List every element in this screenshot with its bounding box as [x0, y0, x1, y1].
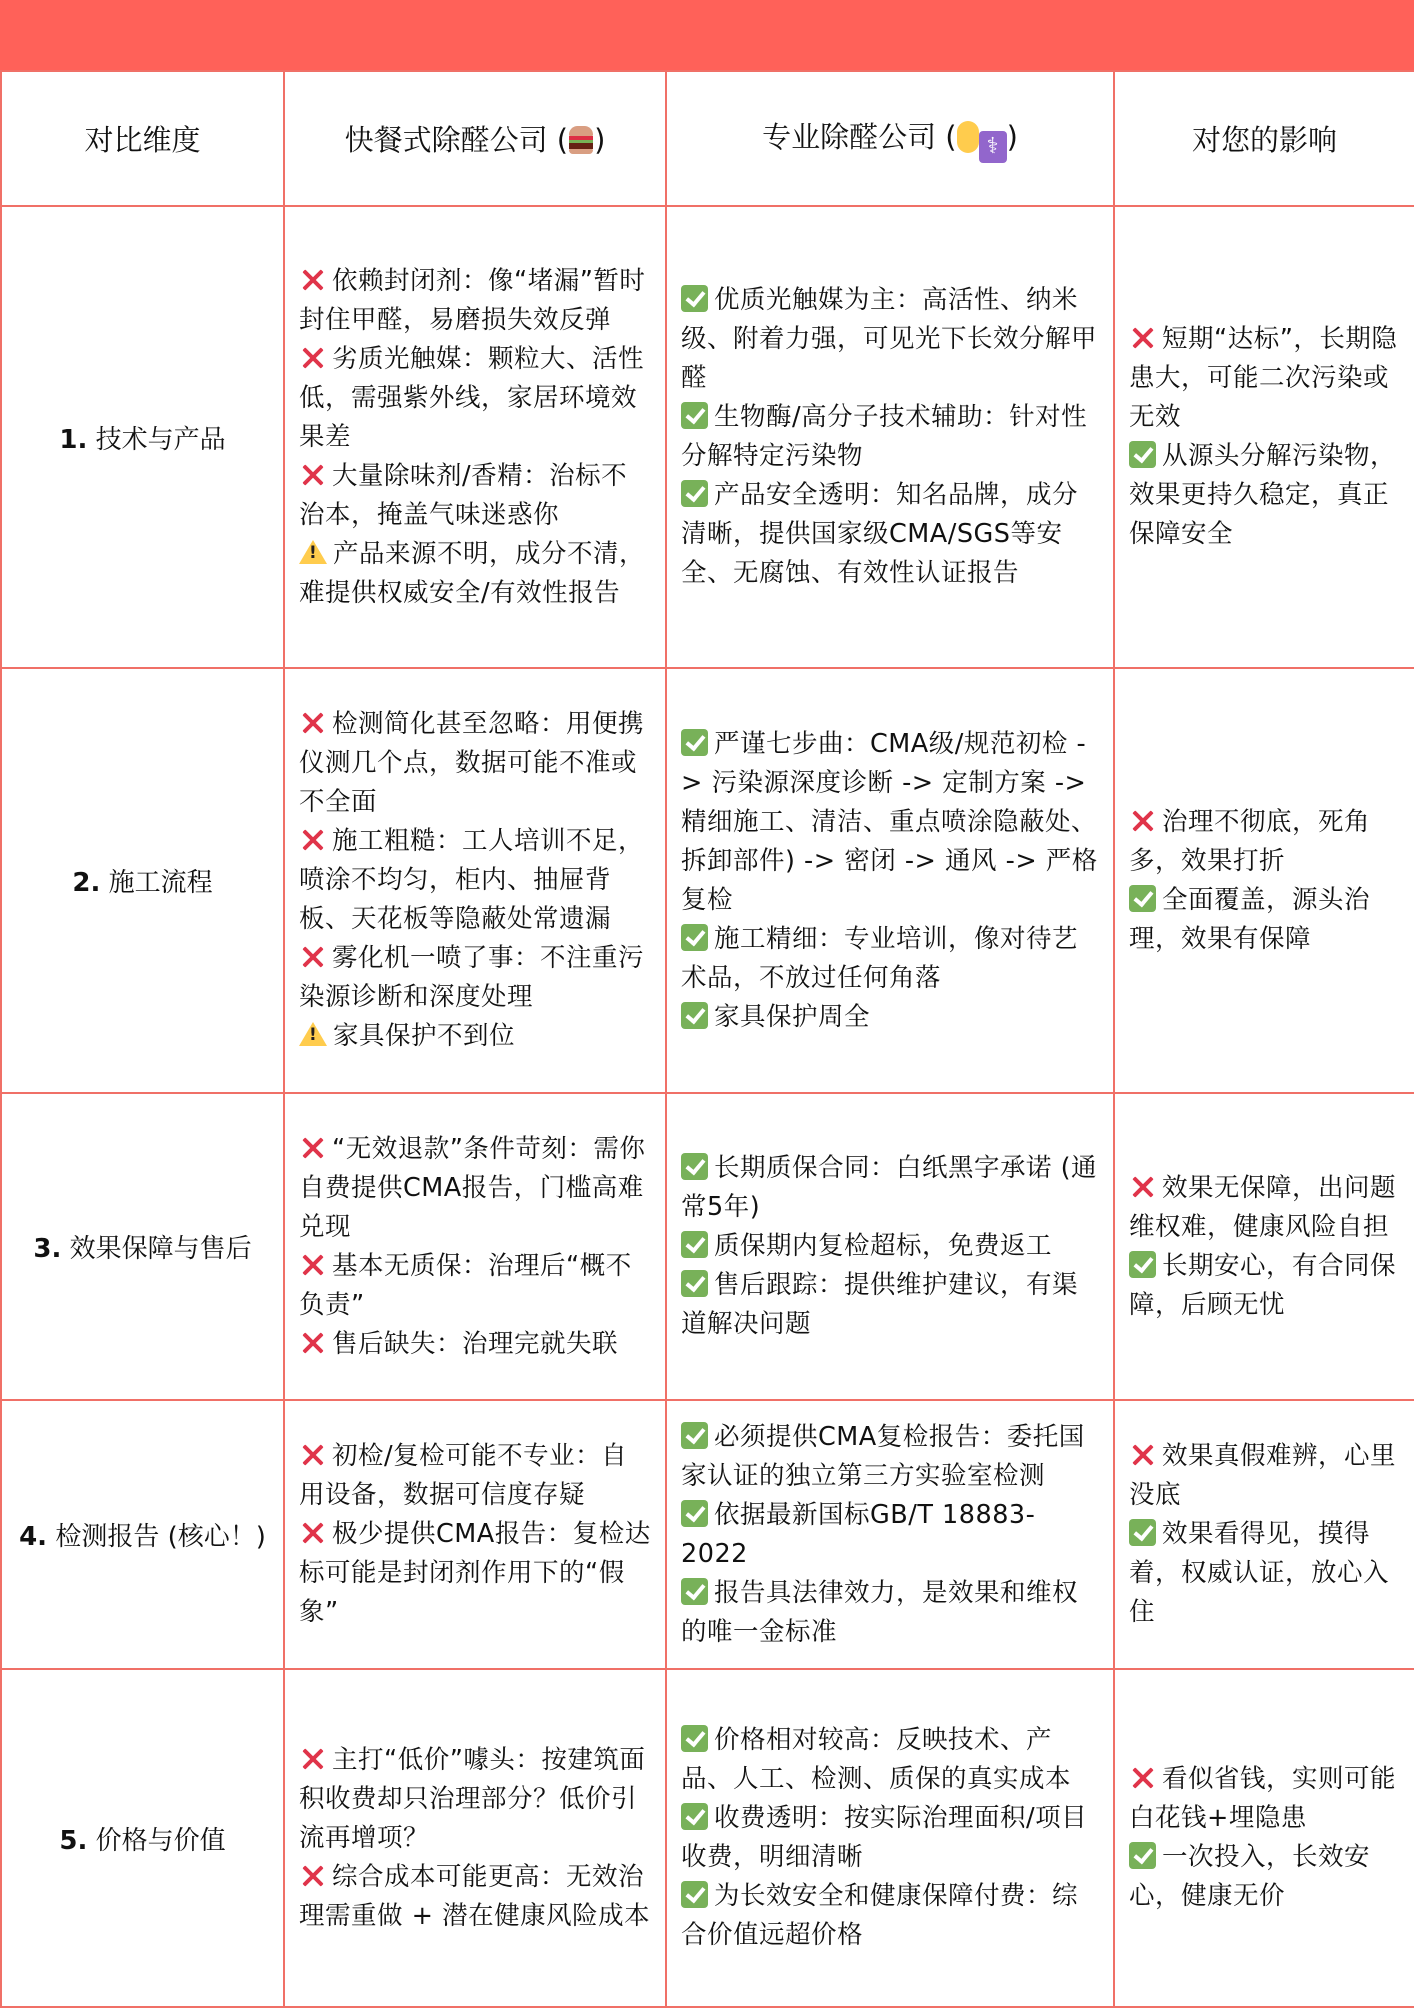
list-item [1129, 1515, 1400, 1632]
health-worker-icon [957, 121, 979, 153]
item-text: 全面覆盖，源头治理，效果有保障 [1129, 884, 1371, 954]
dimension-cell [1, 668, 284, 1093]
list-item [681, 1266, 1099, 1344]
item-text: 劣质光触媒：颗粒大、活性低，需强紫外线，家居环境效果差 [299, 343, 645, 452]
header-fastfood-company: 快餐式除醛公司 ( ) [284, 71, 666, 206]
list-item [299, 1325, 651, 1364]
header-dimension: 对比维度 [1, 71, 284, 206]
item-text: 依赖封闭剂：像“堵漏”暂时封住甲醛，易磨损失效反弹 [299, 265, 646, 335]
list-item [1129, 1760, 1400, 1838]
professional-cell [666, 206, 1114, 668]
check-mark-icon [681, 729, 708, 756]
cross-mark-icon [299, 461, 326, 488]
table-row [1, 206, 1414, 668]
check-mark-icon [681, 1500, 708, 1527]
list-item [681, 725, 1099, 920]
item-text: 优质光触媒为主：高活性、纳米级、附着力强，可见光下长效分解甲醛 [681, 285, 1098, 393]
check-mark-icon [681, 480, 708, 507]
comparison-table [0, 70, 1414, 2008]
item-text: 价格相对较高：反映技术、产品、人工、检测、质保的真实成本 [681, 1725, 1072, 1794]
check-mark-icon [681, 402, 708, 429]
check-mark-icon [681, 285, 708, 312]
item-text: 效果看得见，摸得着，权威认证，放心入住 [1129, 1519, 1390, 1627]
list-item [299, 1247, 651, 1325]
item-text: 治理不彻底，死角多，效果打折 [1129, 806, 1371, 876]
table-row [1, 1669, 1414, 2007]
header-professional-company: 专业除醛公司 ( ⚕ ) [666, 71, 1114, 206]
list-item [299, 262, 651, 340]
list-item [1129, 1247, 1400, 1325]
cross-mark-icon [299, 1745, 326, 1772]
cross-mark-icon [1129, 1173, 1156, 1200]
check-mark-icon [681, 1270, 708, 1297]
cross-mark-icon [299, 1251, 326, 1278]
fastfood-cell [284, 1400, 666, 1669]
professional-cell [666, 1669, 1114, 2007]
item-text: “无效退款”条件苛刻：需你自费提供CMA报告，门槛高难兑现 [299, 1133, 646, 1242]
item-text: 售后跟踪：提供维护建议，有渠道解决问题 [681, 1270, 1079, 1339]
fastfood-cell [284, 206, 666, 668]
item-text: 极少提供CMA报告：复检达标可能是封闭剂作用下的“假象” [299, 1519, 651, 1627]
item-text: 必须提供CMA复检报告：委托国家认证的独立第三方实验室检测 [681, 1421, 1085, 1491]
check-mark-icon [681, 1725, 708, 1752]
impact-cell [1114, 1400, 1414, 1669]
item-text: 售后缺失：治理完就失联 [332, 1328, 619, 1359]
item-text: 综合成本可能更高：无效治理需重做 + 潜在健康风险成本 [299, 1861, 651, 1931]
item-text: 基本无质保：治理后“概不负责” [299, 1250, 632, 1320]
row-number: 3. [33, 1234, 62, 1264]
check-mark-icon [681, 1803, 708, 1830]
check-mark-icon [1129, 441, 1156, 468]
list-item [299, 1515, 651, 1632]
cross-mark-icon [1129, 1441, 1156, 1468]
dimension-cell [1, 206, 284, 668]
list-item [681, 1799, 1099, 1877]
list-item [1129, 437, 1400, 554]
header-impact: 对您的影响 [1114, 71, 1414, 206]
check-mark-icon [1129, 1842, 1156, 1869]
list-item [681, 1418, 1099, 1496]
dimension-label: 效果保障与售后 [69, 1234, 252, 1264]
item-text: 产品来源不明，成分不清，难提供权威安全/有效性报告 [299, 538, 646, 608]
check-mark-icon [681, 924, 708, 951]
item-text: 雾化机一喷了事：不注重污染源诊断和深度处理 [299, 943, 645, 1012]
list-item [299, 1437, 651, 1515]
list-item [681, 398, 1099, 476]
list-item [1129, 1169, 1400, 1247]
item-text: 质保期内复检超标，免费返工 [714, 1231, 1053, 1261]
cross-mark-icon [299, 709, 326, 736]
list-item [1129, 881, 1400, 959]
item-text: 效果无保障，出问题维权难，健康风险自担 [1129, 1172, 1397, 1242]
item-text: 一次投入，长效安心，健康无价 [1129, 1842, 1371, 1911]
item-text: 从源头分解污染物，效果更持久稳定，真正保障安全 [1129, 441, 1397, 549]
cross-mark-icon [299, 1134, 326, 1161]
list-item [1129, 1838, 1400, 1916]
cross-mark-icon [299, 344, 326, 371]
list-item [681, 920, 1099, 998]
row-number: 4. [19, 1522, 48, 1552]
fastfood-cell [284, 1093, 666, 1400]
dimension-label: 技术与产品 [95, 424, 226, 455]
list-item [299, 822, 651, 939]
cross-mark-icon [299, 826, 326, 853]
item-text: 短期“达标”，长期隐患大，可能二次污染或无效 [1129, 324, 1398, 432]
list-item [299, 705, 651, 822]
item-text: 施工粗糙：工人培训不足，喷涂不均匀，柜内、抽屉背板、天花板等隐蔽处常遗漏 [299, 826, 645, 934]
item-text: 检测简化甚至忽略：用便携仪测几个点，数据可能不准或不全面 [299, 709, 645, 817]
list-item [681, 476, 1099, 593]
item-text: 主打“低价”噱头：按建筑面积收费却只治理部分？低价引流再增项？ [299, 1744, 646, 1853]
professional-cell [666, 1400, 1114, 1669]
impact-cell [1114, 1093, 1414, 1400]
list-item [299, 535, 651, 613]
item-text: 为长效安全和健康保障付费：综合价值远超价格 [681, 1881, 1079, 1950]
professional-cell [666, 1093, 1114, 1400]
item-text: 收费透明：按实际治理面积/项目收费，明细清晰 [681, 1803, 1088, 1872]
table-row [1, 668, 1414, 1093]
list-item [681, 281, 1099, 398]
cross-mark-icon [299, 1329, 326, 1356]
table-row [1, 1093, 1414, 1400]
hamburger-icon [568, 125, 594, 155]
row-number: 5. [59, 1825, 88, 1856]
item-text: 产品安全透明：知名品牌，成分清晰，提供国家级CMA/SGS等安全、无腐蚀、有效性认证报告 [681, 480, 1079, 588]
list-item [299, 340, 651, 457]
impact-cell [1114, 668, 1414, 1093]
dimension-label: 价格与价值 [95, 1825, 226, 1856]
table-row [1, 1400, 1414, 1669]
list-item [1129, 803, 1400, 881]
cross-mark-icon [299, 266, 326, 293]
professional-cell [666, 668, 1114, 1093]
dimension-cell [1, 1669, 284, 2007]
list-item [299, 457, 651, 535]
dimension-cell [1, 1400, 284, 1669]
item-text: 初检/复检可能不专业：自用设备，数据可信度存疑 [299, 1441, 628, 1510]
list-item [299, 1130, 651, 1247]
check-mark-icon [681, 1231, 708, 1258]
list-item [681, 998, 1099, 1037]
item-text: 生物酶/高分子技术辅助：针对性分解特定污染物 [681, 402, 1088, 471]
top-banner [0, 0, 1414, 70]
item-text: 长期质保合同：白纸黑字承诺 (通常5年) [681, 1153, 1098, 1222]
impact-cell [1114, 206, 1414, 668]
cross-mark-icon [299, 1519, 326, 1546]
item-text: 报告具法律效力，是效果和维权的唯一金标准 [681, 1577, 1079, 1647]
list-item [681, 1721, 1099, 1799]
check-mark-icon [681, 1578, 708, 1605]
fastfood-cell [284, 1669, 666, 2007]
check-mark-icon [681, 1881, 708, 1908]
check-mark-icon [681, 1153, 708, 1180]
list-item [681, 1227, 1099, 1266]
cross-mark-icon [299, 1862, 326, 1889]
item-text: 施工精细：专业培训，像对待艺术品，不放过任何角落 [681, 923, 1079, 993]
cross-mark-icon [1129, 807, 1156, 834]
list-item [681, 1574, 1099, 1652]
table-header-row [1, 71, 1414, 206]
list-item [1129, 1437, 1400, 1515]
check-mark-icon [1129, 1519, 1156, 1546]
check-mark-icon [1129, 1251, 1156, 1278]
item-text: 严谨七步曲：CMA级/规范初检 -> 污染源深度诊断 -> 定制方案 -> 精细施工、清洁、重点喷涂隐蔽处、拆卸部件) -> 密闭 -> 通风 -> 严格复检 [681, 728, 1098, 915]
item-text: 看似省钱，实则可能白花钱+埋隐患 [1129, 1764, 1397, 1833]
list-item [299, 939, 651, 1017]
cross-mark-icon [299, 1441, 326, 1468]
fastfood-cell [284, 668, 666, 1093]
item-text: 效果真假难辨，心里没底 [1129, 1441, 1397, 1510]
row-number: 2. [72, 868, 101, 898]
item-text: 长期安心，有合同保障，后顾无忧 [1129, 1250, 1397, 1320]
warning-icon [299, 1022, 327, 1046]
check-mark-icon [1129, 885, 1156, 912]
check-mark-icon [681, 1002, 708, 1029]
check-mark-icon [681, 1422, 708, 1449]
impact-cell [1114, 1669, 1414, 2007]
warning-icon [299, 540, 327, 564]
list-item [1129, 320, 1400, 437]
cross-mark-icon [1129, 324, 1156, 351]
cross-mark-icon [299, 943, 326, 970]
item-text: 家具保护周全 [714, 1001, 871, 1032]
list-item [681, 1877, 1099, 1955]
dimension-cell [1, 1093, 284, 1400]
list-item [299, 1741, 651, 1858]
list-item [681, 1496, 1099, 1574]
cross-mark-icon [1129, 1764, 1156, 1791]
list-item [681, 1149, 1099, 1227]
list-item [299, 1858, 651, 1936]
row-number: 1. [59, 424, 88, 455]
dimension-label: 检测报告 (核心！) [55, 1522, 266, 1552]
medical-symbol-icon: ⚕ [979, 131, 1007, 163]
item-text: 大量除味剂/香精：治标不治本，掩盖气味迷惑你 [299, 460, 628, 530]
dimension-label: 施工流程 [108, 868, 213, 898]
list-item [299, 1017, 651, 1056]
item-text: 依据最新国标GB/T 18883-2022 [681, 1499, 1036, 1569]
item-text: 家具保护不到位 [333, 1021, 516, 1051]
